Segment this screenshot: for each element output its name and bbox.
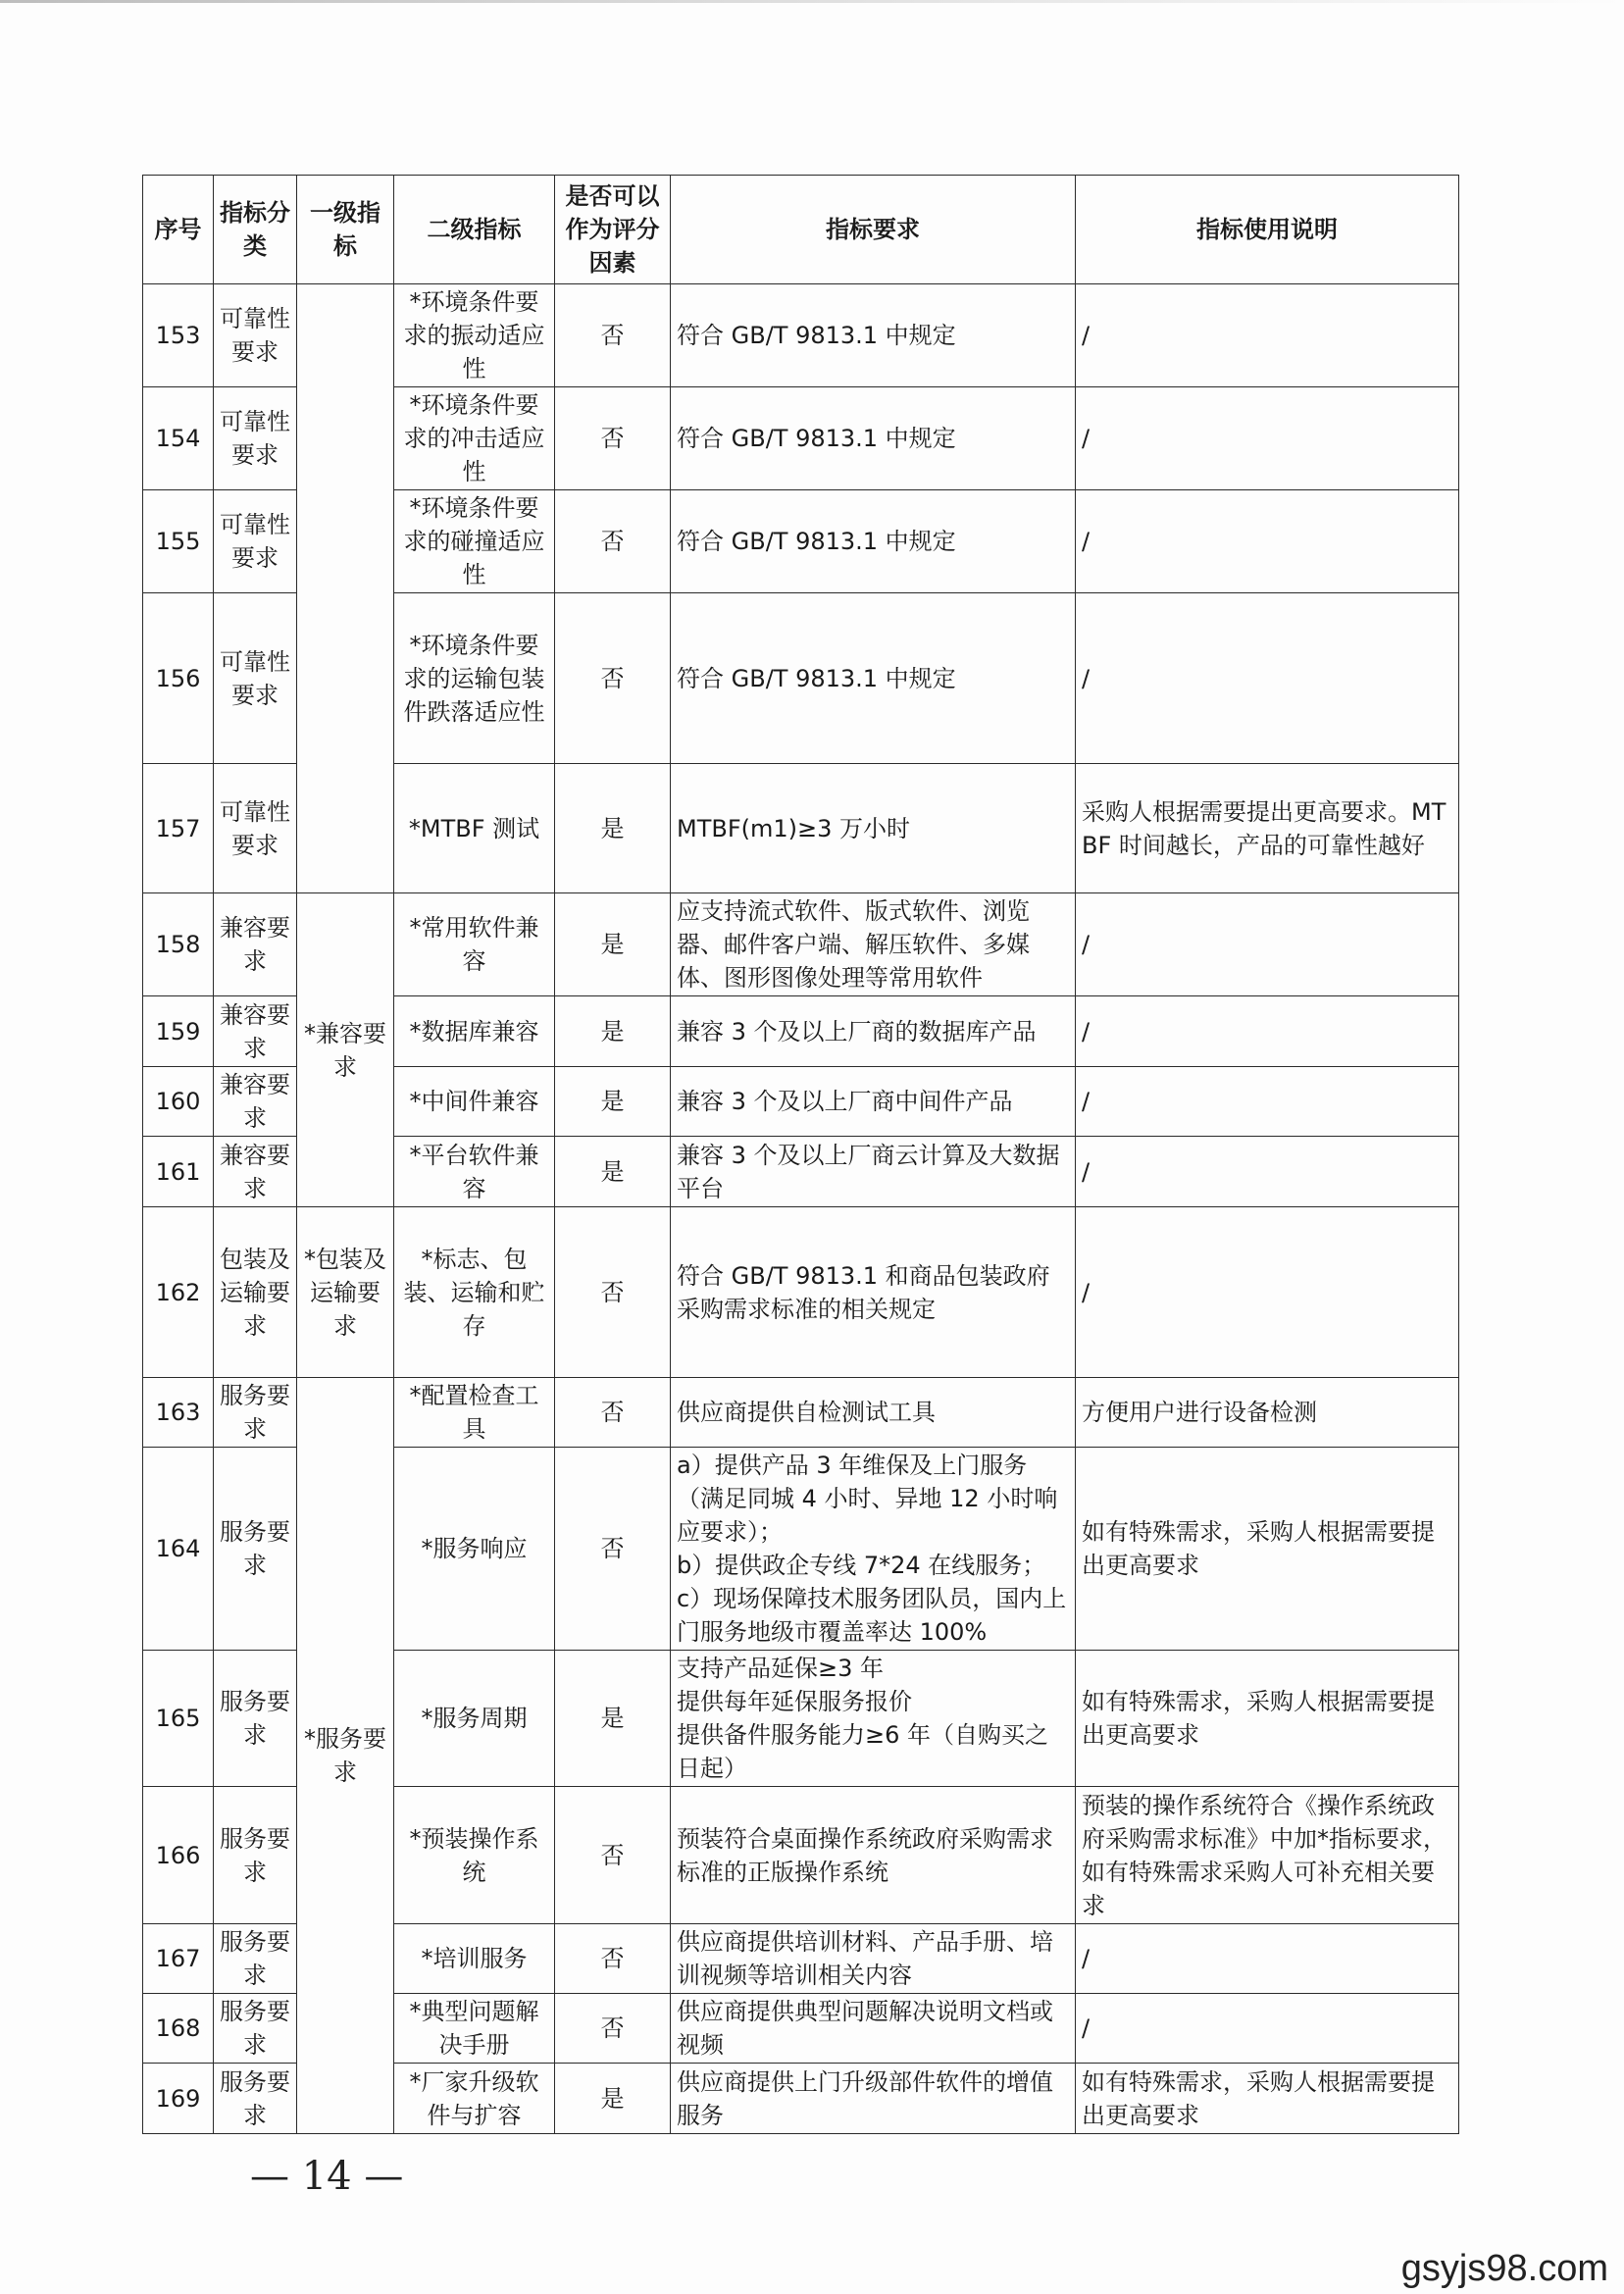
row-level2: *厂家升级软件与扩容 <box>394 2064 555 2134</box>
row-category: 服务要求 <box>214 2064 297 2134</box>
row-category: 服务要求 <box>214 1378 297 1448</box>
row-category: 可靠性要求 <box>214 387 297 490</box>
row-category: 可靠性要求 <box>214 490 297 593</box>
row-seq: 155 <box>143 490 214 593</box>
row-requirement: 应支持流式软件、版式软件、浏览器、邮件客户端、解压软件、多媒体、图形图像处理等常用软件 <box>671 893 1076 996</box>
row-level1-compat: *兼容要求 <box>297 893 394 1207</box>
row-notes: 预装的操作系统符合《操作系统政府采购需求标准》中加*指标要求，如有特殊需求采购人可补充相关要求 <box>1076 1787 1459 1924</box>
requirement-line: a）提供产品 3 年维保及上门服务（满足同城 4 小时、异地 12 小时响应要求）； <box>677 1452 1058 1546</box>
row-notes: / <box>1076 1207 1459 1378</box>
row-requirement <box>671 1651 1076 1787</box>
row-requirement: 兼容 3 个及以上厂商云计算及大数据平台 <box>671 1137 1076 1207</box>
requirement-line: c）现场保障技术服务团队员，国内上门服务地级市覆盖率达 100% <box>677 1585 1067 1646</box>
row-requirement <box>671 1448 1076 1651</box>
row-level2: *常用软件兼容 <box>394 893 555 996</box>
row-seq: 153 <box>143 284 214 387</box>
row-category: 可靠性要求 <box>214 764 297 893</box>
row-category: 服务要求 <box>214 1651 297 1787</box>
row-scoring: 否 <box>555 1787 671 1924</box>
row-notes: 方便用户进行设备检测 <box>1076 1378 1459 1448</box>
row-requirement: 供应商提供培训材料、产品手册、培训视频等培训相关内容 <box>671 1924 1076 1994</box>
row-seq: 160 <box>143 1067 214 1137</box>
row-scoring: 否 <box>555 387 671 490</box>
row-level1-service: *服务要求 <box>297 1378 394 2134</box>
row-level2: *服务周期 <box>394 1651 555 1787</box>
row-notes: 如有特殊需求，采购人根据需要提出更高要求 <box>1076 2064 1459 2134</box>
row-notes: / <box>1076 284 1459 387</box>
row-requirement: 兼容 3 个及以上厂商中间件产品 <box>671 1067 1076 1137</box>
header-level2: 二级指标 <box>394 176 555 284</box>
row-seq: 168 <box>143 1994 214 2064</box>
row-requirement: 符合 GB/T 9813.1 中规定 <box>671 490 1076 593</box>
row-notes: / <box>1076 996 1459 1067</box>
row-level2: *MTBF 测试 <box>394 764 555 893</box>
row-notes: 如有特殊需求，采购人根据需要提出更高要求 <box>1076 1651 1459 1787</box>
row-level2: *平台软件兼容 <box>394 1137 555 1207</box>
row-category: 兼容要求 <box>214 1137 297 1207</box>
row-category: 可靠性要求 <box>214 593 297 764</box>
table-row <box>143 1378 1459 1448</box>
row-seq: 159 <box>143 996 214 1067</box>
row-seq: 165 <box>143 1651 214 1787</box>
row-notes: / <box>1076 1137 1459 1207</box>
row-level2: *数据库兼容 <box>394 996 555 1067</box>
row-seq: 164 <box>143 1448 214 1651</box>
row-seq: 154 <box>143 387 214 490</box>
row-scoring: 否 <box>555 1448 671 1651</box>
requirement-line: 提供备件服务能力≥6 年（自购买之日起） <box>677 1721 1049 1782</box>
row-level1-empty <box>297 284 394 893</box>
row-seq: 163 <box>143 1378 214 1448</box>
row-scoring: 是 <box>555 1137 671 1207</box>
row-level2: *环境条件要求的运输包装件跌落适应性 <box>394 593 555 764</box>
row-scoring: 否 <box>555 1994 671 2064</box>
table-row <box>143 893 1459 996</box>
row-category: 兼容要求 <box>214 893 297 996</box>
row-level2: *标志、包装、运输和贮存 <box>394 1207 555 1378</box>
row-seq: 157 <box>143 764 214 893</box>
row-requirement: 符合 GB/T 9813.1 中规定 <box>671 593 1076 764</box>
row-notes: / <box>1076 490 1459 593</box>
top-edge-rule <box>0 0 1624 3</box>
row-scoring: 否 <box>555 1378 671 1448</box>
table-row <box>143 1207 1459 1378</box>
row-notes: / <box>1076 593 1459 764</box>
row-scoring: 是 <box>555 2064 671 2134</box>
header-level1: 一级指标 <box>297 176 394 284</box>
row-category: 包装及运输要求 <box>214 1207 297 1378</box>
row-level1-packaging: *包装及运输要求 <box>297 1207 394 1378</box>
row-seq: 169 <box>143 2064 214 2134</box>
row-level2: *预装操作系统 <box>394 1787 555 1924</box>
row-level2: *服务响应 <box>394 1448 555 1651</box>
row-notes: / <box>1076 387 1459 490</box>
row-seq: 156 <box>143 593 214 764</box>
table-header-row <box>143 176 1459 284</box>
row-notes: 采购人根据需要提出更高要求。MTBF 时间越长，产品的可靠性越好 <box>1076 764 1459 893</box>
row-category: 服务要求 <box>214 1924 297 1994</box>
row-notes: / <box>1076 1994 1459 2064</box>
row-level2: *中间件兼容 <box>394 1067 555 1137</box>
requirement-line: 提供每年延保服务报价 <box>677 1688 912 1715</box>
row-seq: 162 <box>143 1207 214 1378</box>
row-level2: *典型问题解决手册 <box>394 1994 555 2064</box>
row-seq: 158 <box>143 893 214 996</box>
header-notes: 指标使用说明 <box>1076 176 1459 284</box>
row-scoring: 否 <box>555 284 671 387</box>
row-requirement: 兼容 3 个及以上厂商的数据库产品 <box>671 996 1076 1067</box>
table-row <box>143 284 1459 387</box>
row-scoring: 否 <box>555 593 671 764</box>
row-scoring: 否 <box>555 1207 671 1378</box>
row-requirement: 符合 GB/T 9813.1 和商品包装政府采购需求标准的相关规定 <box>671 1207 1076 1378</box>
row-seq: 167 <box>143 1924 214 1994</box>
row-scoring: 是 <box>555 893 671 996</box>
row-scoring: 否 <box>555 490 671 593</box>
row-level2: *培训服务 <box>394 1924 555 1994</box>
row-level2: *环境条件要求的冲击适应性 <box>394 387 555 490</box>
row-category: 服务要求 <box>214 1448 297 1651</box>
row-notes: / <box>1076 1924 1459 1994</box>
row-seq: 161 <box>143 1137 214 1207</box>
row-requirement: 供应商提供典型问题解决说明文档或视频 <box>671 1994 1076 2064</box>
row-seq: 166 <box>143 1787 214 1924</box>
row-notes: 如有特殊需求，采购人根据需要提出更高要求 <box>1076 1448 1459 1651</box>
row-scoring: 是 <box>555 996 671 1067</box>
row-scoring: 是 <box>555 764 671 893</box>
page-number: — 14 — <box>250 2154 404 2199</box>
row-category: 兼容要求 <box>214 1067 297 1137</box>
row-category: 服务要求 <box>214 1787 297 1924</box>
site-watermark: gsyjs98.com <box>1400 2248 1608 2289</box>
row-requirement: 预装符合桌面操作系统政府采购需求标准的正版操作系统 <box>671 1787 1076 1924</box>
row-category: 可靠性要求 <box>214 284 297 387</box>
row-requirement: 符合 GB/T 9813.1 中规定 <box>671 387 1076 490</box>
row-requirement: MTBF(m1)≥3 万小时 <box>671 764 1076 893</box>
header-category: 指标分类 <box>214 176 297 284</box>
row-requirement: 供应商提供上门升级部件软件的增值服务 <box>671 2064 1076 2134</box>
row-requirement: 符合 GB/T 9813.1 中规定 <box>671 284 1076 387</box>
row-category: 服务要求 <box>214 1994 297 2064</box>
header-scoring: 是否可以作为评分因素 <box>555 176 671 284</box>
row-notes: / <box>1076 1067 1459 1137</box>
row-category: 兼容要求 <box>214 996 297 1067</box>
row-level2: *配置检查工具 <box>394 1378 555 1448</box>
requirements-table <box>142 175 1459 2134</box>
row-level2: *环境条件要求的碰撞适应性 <box>394 490 555 593</box>
row-scoring: 否 <box>555 1924 671 1994</box>
requirement-line: b）提供政企专线 7*24 在线服务； <box>677 1552 1046 1579</box>
row-scoring: 是 <box>555 1651 671 1787</box>
header-requirement: 指标要求 <box>671 176 1076 284</box>
row-scoring: 是 <box>555 1067 671 1137</box>
row-level2: *环境条件要求的振动适应性 <box>394 284 555 387</box>
row-requirement: 供应商提供自检测试工具 <box>671 1378 1076 1448</box>
requirement-line: 支持产品延保≥3 年 <box>677 1655 885 1682</box>
header-seq: 序号 <box>143 176 214 284</box>
row-notes: / <box>1076 893 1459 996</box>
